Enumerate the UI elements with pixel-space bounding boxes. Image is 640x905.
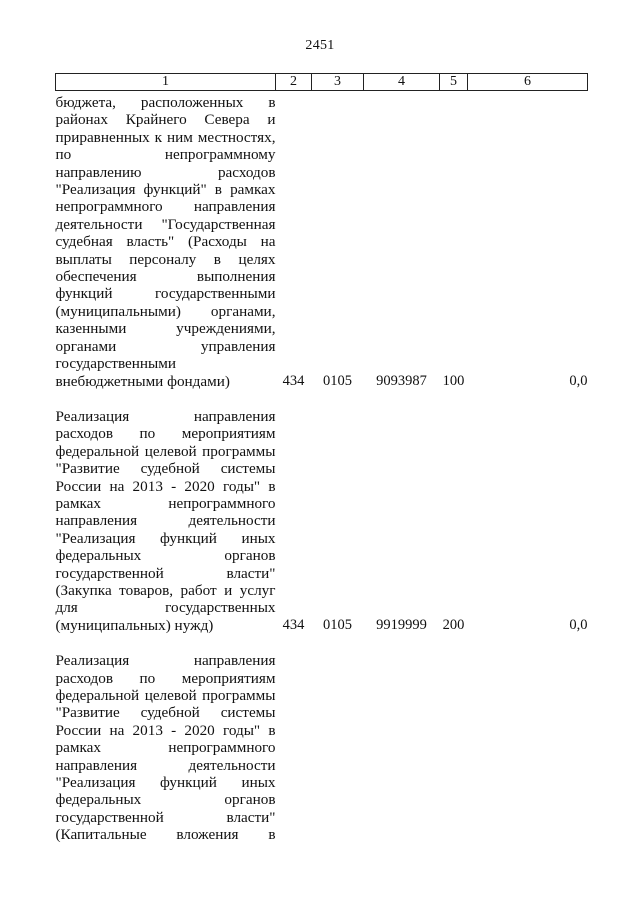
description-line: расходов по мероприятиям <box>55 425 276 443</box>
description-line: "Реализация функций" в рамках <box>55 181 276 199</box>
description-line: органами управления <box>55 337 276 355</box>
description-line: выплаты персоналу в целях <box>55 250 276 268</box>
column-header-2: 2 <box>276 74 312 91</box>
description-line: государственной власти" <box>55 808 276 826</box>
description-line: рамках непрограммного <box>55 739 276 757</box>
description-line: (муниципальными) органами, <box>55 302 276 320</box>
row-spacer-cell <box>56 634 588 652</box>
description-line: государственными <box>55 355 176 373</box>
row-spacer-cell <box>56 390 588 408</box>
description-line: направления деятельности <box>55 512 276 530</box>
column-header-5: 5 <box>440 74 468 91</box>
section-code: 0105 <box>323 372 352 389</box>
description-line: федеральных органов <box>55 547 276 565</box>
column-header-3: 3 <box>312 74 364 91</box>
description-line: деятельности "Государственная <box>55 215 276 233</box>
description-line: непрограммного направления <box>55 198 276 216</box>
description-line: направления деятельности <box>55 756 276 774</box>
table-header-row <box>56 74 588 91</box>
column-header-6: 6 <box>468 74 588 91</box>
ministry-code: 434 <box>282 372 305 389</box>
page-number: 2451 <box>305 38 335 53</box>
section-code: 0105 <box>323 616 352 633</box>
table-row <box>56 408 588 634</box>
budget-table <box>55 73 588 844</box>
row-spacer <box>56 634 588 652</box>
description-line: районах Крайнего Севера и <box>55 111 276 129</box>
description-line: казенными учреждениями, <box>55 320 276 338</box>
description-line: государственной власти" <box>55 564 276 582</box>
description-line: расходов по мероприятиям <box>55 669 276 687</box>
row-description <box>56 652 276 843</box>
expense-kind-code: 100 <box>442 372 465 389</box>
description-line: (муниципальных) нужд) <box>55 616 214 634</box>
description-line: (Закупка товаров, работ и услуг <box>55 581 276 599</box>
description-line: России на 2013 - 2020 годы" в <box>55 477 276 495</box>
description-line: "Развитие судебной системы <box>55 704 276 722</box>
row-description <box>56 408 276 634</box>
description-line: судебная власть" (Расходы на <box>55 233 276 251</box>
amount-value: 0,0 <box>569 616 588 633</box>
column-header-1: 1 <box>56 74 276 91</box>
description-line: функций государственными <box>55 285 276 303</box>
ministry-code <box>276 652 312 843</box>
description-line: "Реализация функций иных <box>55 774 276 792</box>
description-line: (Капитальные вложения в <box>55 826 276 844</box>
description-line: федеральной целевой программы <box>55 442 276 460</box>
description-line: внебюджетными фондами) <box>55 372 230 390</box>
description-line: Реализация направления <box>55 407 276 425</box>
row-spacer <box>56 390 588 408</box>
description-line: Реализация направления <box>55 652 276 670</box>
description-line: для государственных <box>55 599 276 617</box>
description-line: "Реализация функций иных <box>55 529 276 547</box>
column-header-4: 4 <box>364 74 440 91</box>
amount-value: 0,0 <box>569 372 588 389</box>
row-description <box>56 91 276 390</box>
description-line: России на 2013 - 2020 годы" в <box>55 721 276 739</box>
description-line: бюджета, расположенных в <box>55 94 276 111</box>
description-line: рамках непрограммного <box>55 494 276 512</box>
description-line: федеральных органов <box>55 791 276 809</box>
section-code <box>312 652 364 843</box>
description-line: по непрограммному <box>55 146 276 164</box>
description-line: приравненных к ним местностях, <box>55 128 276 146</box>
target-code <box>364 652 440 843</box>
expense-kind-code: 200 <box>442 616 465 633</box>
table-row <box>56 91 588 390</box>
target-code: 9919999 <box>376 616 427 633</box>
amount-value <box>468 652 588 843</box>
target-code: 9093987 <box>376 372 427 389</box>
ministry-code: 434 <box>282 616 305 633</box>
description-line: федеральной целевой программы <box>55 687 276 704</box>
description-line: "Развитие судебной системы <box>55 460 276 478</box>
expense-kind-code <box>440 652 468 843</box>
description-line: направлению расходов <box>55 163 276 181</box>
table-row <box>56 652 588 843</box>
description-line: обеспечения выполнения <box>55 268 276 286</box>
